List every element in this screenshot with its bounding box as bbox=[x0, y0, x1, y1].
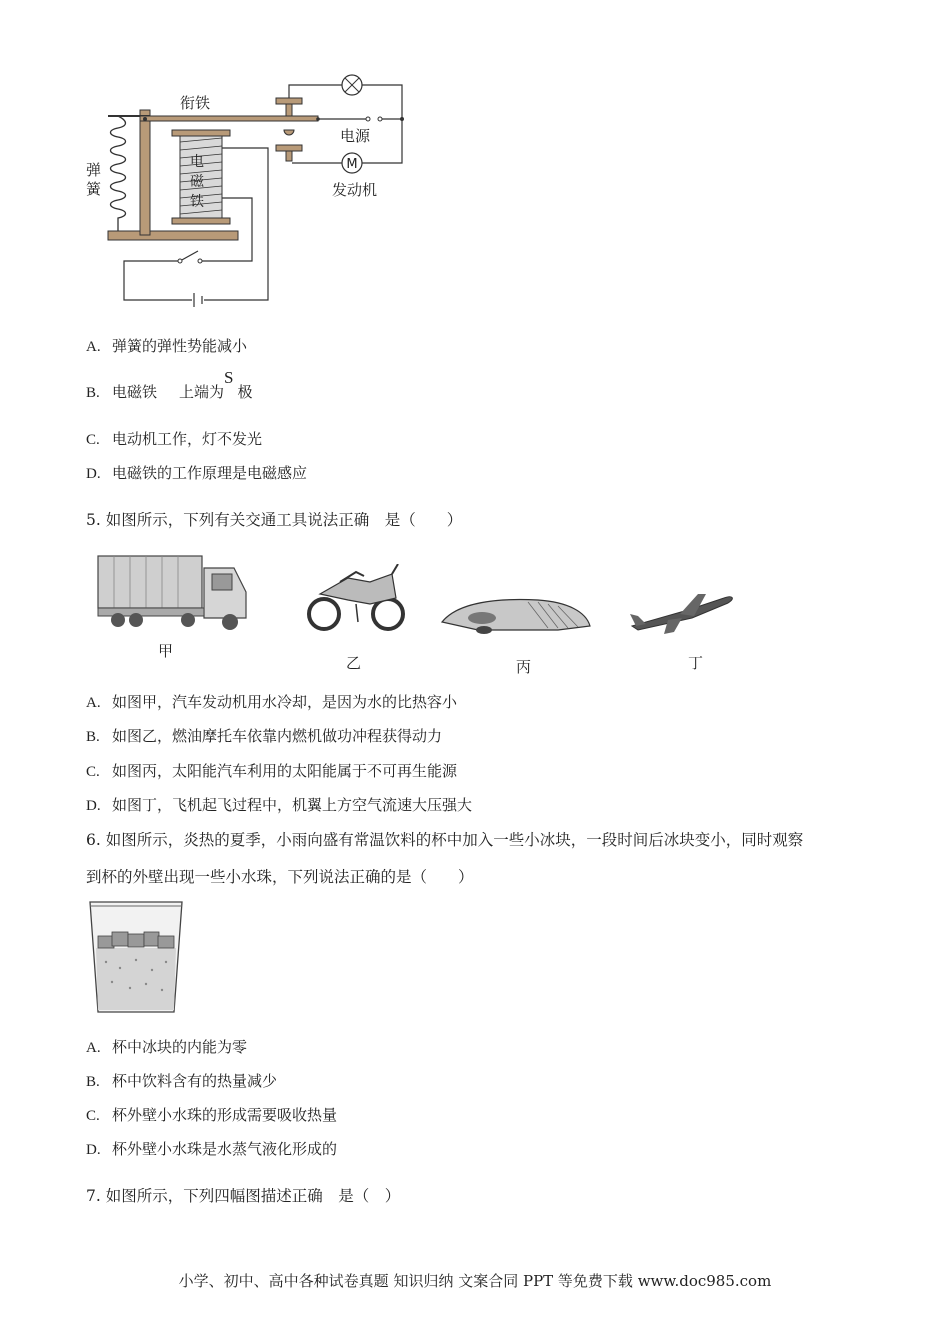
q5-option-c bbox=[86, 761, 457, 782]
option-text: 电动机工作，灯不发光 bbox=[112, 430, 263, 448]
option-letter: C. bbox=[86, 1108, 100, 1124]
motor-symbol: M bbox=[346, 157, 358, 172]
option-text: 电磁铁 bbox=[112, 383, 158, 401]
cup-with-ice-image bbox=[86, 898, 186, 1016]
option-letter: D. bbox=[86, 798, 101, 814]
option-text: 如图丙，太阳能汽车利用的太阳能属于不可再生能源 bbox=[112, 762, 458, 780]
q4-option-d bbox=[86, 463, 307, 484]
q4-option-a bbox=[86, 336, 247, 357]
q6-option-b bbox=[86, 1071, 277, 1092]
motorcycle-image bbox=[300, 564, 410, 634]
option-text: 极 bbox=[237, 383, 253, 401]
q6-option-c bbox=[86, 1105, 337, 1126]
option-text: 杯中冰块的内能为零 bbox=[112, 1038, 248, 1056]
q5-stem: 5. 如图所示，下列有关交通工具说法正确 是（ ） bbox=[86, 511, 463, 529]
motor-label: 发动机 bbox=[332, 181, 378, 199]
option-letter: B. bbox=[86, 385, 100, 401]
q7-stem: 7. 如图所示，下列四幅图描述正确 是（ ） bbox=[86, 1187, 401, 1205]
magnet-label-2: 磁 bbox=[190, 174, 204, 190]
spring bbox=[111, 116, 126, 231]
q4-option-c bbox=[86, 429, 262, 450]
option-text: 电磁铁的工作原理是电磁感应 bbox=[112, 464, 308, 482]
option-text: 杯外壁小水珠是水蒸气液化形成的 bbox=[112, 1140, 338, 1158]
power-label: 电源 bbox=[340, 127, 371, 145]
option-letter: A. bbox=[86, 695, 101, 711]
q4-option-b bbox=[86, 368, 253, 403]
q6-stem-line2: 到杯的外壁出现一些小水珠，下列说法正确的是（ ） bbox=[86, 868, 474, 886]
airplane-image bbox=[628, 586, 738, 636]
truck-image bbox=[94, 552, 254, 637]
option-letter: B. bbox=[86, 729, 100, 745]
q6-stem-line1: 6. 如图所示，炎热的夏季，小雨向盛有常温饮料的杯中加入一些小冰块，一段时间后冰块变小，同时观察 bbox=[86, 831, 804, 849]
q6-option-a bbox=[86, 1037, 247, 1058]
option-letter: C. bbox=[86, 432, 100, 448]
caption-jia: 甲 bbox=[158, 642, 174, 660]
armature-label: 衔铁 bbox=[180, 94, 211, 112]
q5-option-b bbox=[86, 726, 442, 747]
option-text: 如图乙，燃油摩托车依靠内燃机做功冲程获得动力 bbox=[112, 727, 443, 745]
spring-label-1: 弹 bbox=[86, 161, 102, 179]
spring-label-2: 簧 bbox=[86, 180, 102, 198]
q6-option-d bbox=[86, 1139, 337, 1160]
caption-yi: 乙 bbox=[346, 654, 362, 672]
option-text: 如图丁，飞机起飞过程中，机翼上方空气流速大压强大 bbox=[112, 796, 473, 814]
magnet-label-3: 铁 bbox=[190, 194, 204, 210]
option-letter: C. bbox=[86, 764, 100, 780]
pole-symbol: S bbox=[224, 368, 234, 387]
magnet-label-1: 电 bbox=[190, 154, 204, 170]
caption-bing: 丙 bbox=[516, 658, 532, 676]
q5-option-d bbox=[86, 795, 472, 816]
option-text: 上端为 bbox=[179, 383, 225, 401]
option-letter: A. bbox=[86, 1040, 101, 1056]
option-letter: B. bbox=[86, 1074, 100, 1090]
q5-option-a bbox=[86, 692, 457, 713]
page-footer: 小学、初中、高中各种试卷真题 知识归纳 文案合同 PPT 等免费下载 www.doc985.com bbox=[178, 1272, 772, 1290]
option-letter: D. bbox=[86, 1142, 101, 1158]
option-text: 杯外壁小水珠的形成需要吸收热量 bbox=[112, 1106, 338, 1124]
option-text: 如图甲，汽车发动机用水冷却，是因为水的比热容小 bbox=[112, 693, 458, 711]
relay-circuit-figure bbox=[80, 68, 420, 313]
option-text: 杯中饮料含有的热量减少 bbox=[112, 1072, 278, 1090]
solar-car-image bbox=[438, 592, 593, 637]
caption-ding: 丁 bbox=[688, 654, 704, 672]
option-letter: D. bbox=[86, 466, 101, 482]
option-letter: A. bbox=[86, 339, 101, 355]
option-text: 弹簧的弹性势能减小 bbox=[112, 337, 248, 355]
